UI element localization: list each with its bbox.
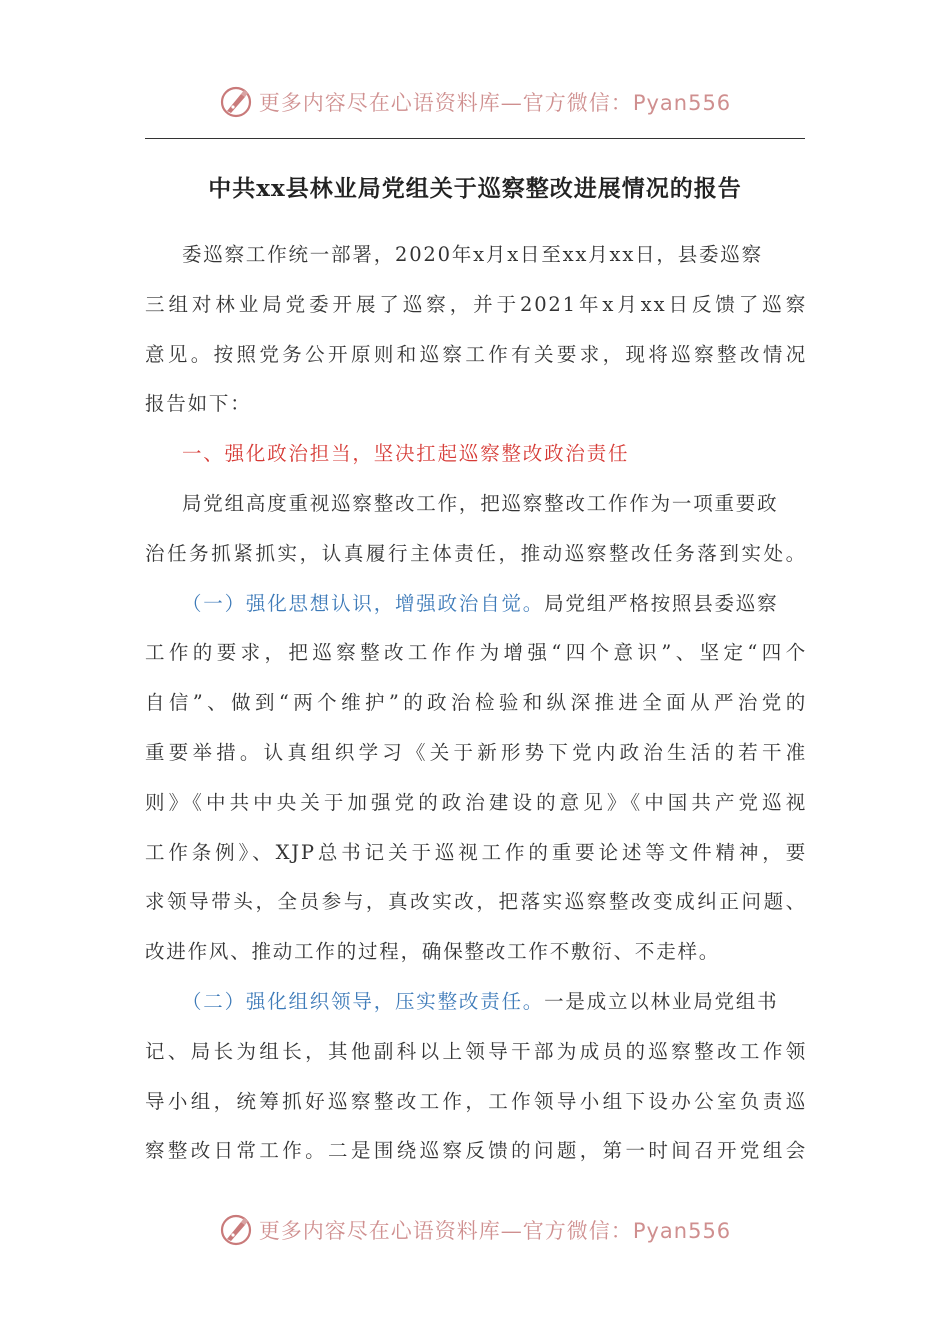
body-line: 记、局长为组长，其他副科以上领导干部为成员的巡察整改工作领 (145, 1039, 807, 1063)
body-line: 意见。按照党务公开原则和巡察工作有关要求，现将巡察整改情况 (145, 342, 807, 366)
body-line: 导小组，统筹抓好巡察整改工作，工作领导小组下设办公室负责巡 (145, 1089, 807, 1113)
body-line: 报告如下： (145, 392, 252, 416)
document-body (145, 230, 807, 1176)
body-line: 自信”、做到“两个维护”的政治检验和纵深推进全面从严治党的 (145, 691, 807, 715)
body-line: 委巡察工作统一部署，2020年x月x日至xx月xx日，县委巡察 (182, 243, 763, 266)
body-line: 则》《中共中央关于加强党的政治建设的意见》《中国共产党巡视 (145, 790, 807, 814)
header-rule (145, 138, 805, 139)
body-line: 工作条例》、XJP总书记关于巡视工作的重要论述等文件精神，要 (145, 840, 807, 864)
subsection-text: 一是成立以林业局党组书 (544, 989, 779, 1013)
section-heading: 一、强化政治担当，坚决扛起巡察整改政治责任 (182, 442, 630, 466)
body-line: 求领导带头，全员参与，真改实改，把落实巡察整改变成纠正问题、 (145, 890, 807, 914)
body-line: 察整改日常工作。二是围绕巡察反馈的问题，第一时间召开党组会 (145, 1139, 807, 1163)
pen-nib-logo-icon (219, 85, 253, 119)
body-line: 三组对林业局党委开展了巡察，并于2021年x月xx日反馈了巡察 (145, 292, 807, 316)
subsection-heading: （二）强化组织领导，压实整改责任。 (182, 989, 545, 1013)
body-line: 重要举措。认真组织学习《关于新形势下党内政治生活的若干准 (145, 740, 807, 764)
header-banner (0, 80, 950, 124)
banner-handle: Pyan556 (632, 91, 732, 115)
footer-banner (0, 1208, 950, 1252)
subsection-text: 局党组严格按照县委巡察 (544, 591, 779, 615)
subsection-line (145, 977, 807, 1027)
banner-text: 更多内容尽在心语资料库—官方微信：Pyan556 (258, 1219, 732, 1243)
subsection-heading: （一）强化思想认识，增强政治自觉。 (182, 591, 545, 615)
banner-text: 更多内容尽在心语资料库—官方微信：Pyan556 (258, 91, 732, 115)
body-line: 改进作风、推动工作的过程，确保整改工作不敷衍、不走样。 (145, 940, 721, 964)
body-line: 局党组高度重视巡察整改工作，把巡察整改工作作为一项重要政 (182, 491, 779, 515)
document-title: 中共xx县林业局党组关于巡察整改进展情况的报告 (208, 175, 742, 202)
pen-nib-logo-icon (219, 1213, 253, 1247)
banner-handle: Pyan556 (632, 1219, 732, 1243)
body-line: 工作的要求，把巡察整改工作作为增强“四个意识”、坚定“四个 (145, 641, 807, 665)
subsection-line (145, 579, 807, 629)
body-line: 治任务抓紧抓实，认真履行主体责任，推动巡察整改任务落到实处。 (145, 541, 807, 565)
